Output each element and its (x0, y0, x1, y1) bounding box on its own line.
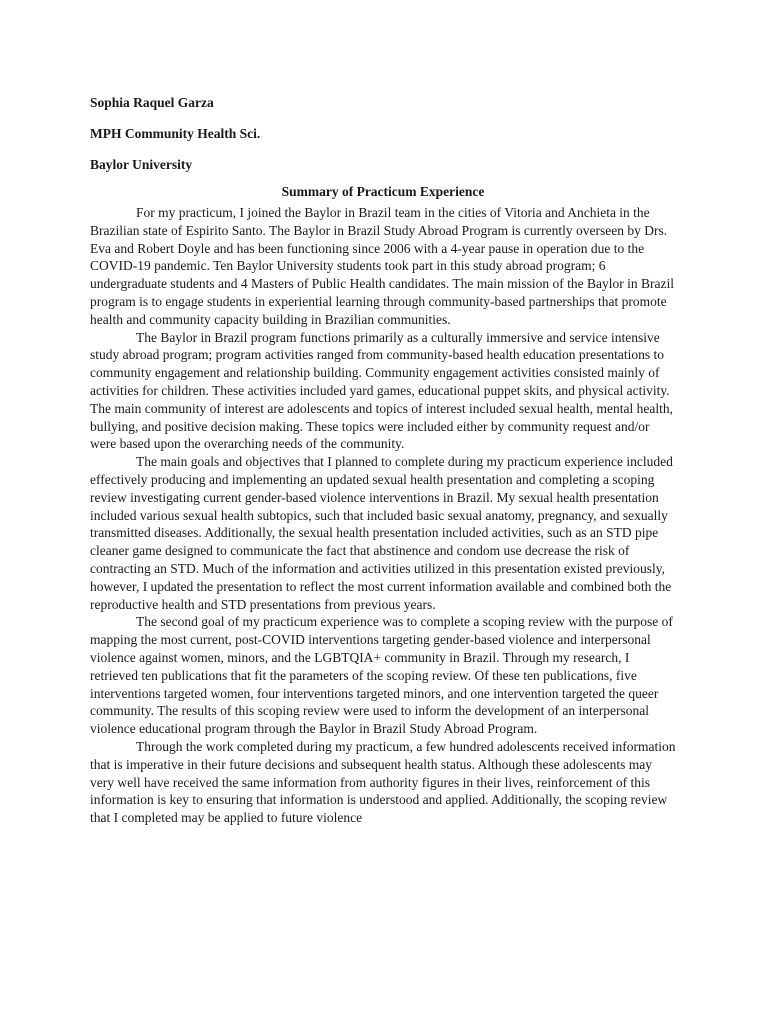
paragraph: The main goals and objectives that I planned to complete during my practicum experience included effectively producing and implementing an updated sexual health presentation and completing a scoping review investigating current gender-based violence interventions in Brazil. My sexual health presentation included various sexual health subtopics, such that included basic sexual anatomy, pregnancy, and sexually transmitted diseases. Additionally, the sexual health presentation included activities, such as an STD pipe cleaner game designed to communicate the fact that abstinence and condom use decrease the risk of contracting an STD. Much of the information and activities utilized in this presentation existed previously, however, I updated the presentation to reflect the most current information available and combined both the reproductive health and STD presentations from previous years. (90, 454, 673, 612)
document-title: Summary of Practicum Experience (281, 184, 485, 199)
institution-name: Baylor University (90, 157, 193, 172)
program-name: MPH Community Health Sci. (90, 126, 261, 141)
document-body (90, 204, 676, 827)
paragraph: The Baylor in Brazil program functions primarily as a culturally immersive and service intensive study abroad program; program activities ranged from community-based health education presentations to community engagement and relationship building. Community engagement activities consisted mainly of activities for children. These activities included yard games, educational puppet skits, and physical activity. The main community of interest are adolescents and topics of interest included sexual health, mental health, bullying, and positive decision making. These topics were included either by community request and/or were based upon the overarching needs of the community. (90, 329, 673, 452)
author-name: Sophia Raquel Garza (90, 95, 214, 110)
paragraph: Through the work completed during my practicum, a few hundred adolescents received information that is imperative in their future decisions and subsequent health status. Although these adolescents may very well have received the same information from authority figures in their lives, reinforcement of this information is key to ensuring that information is understood and applied. Additionally, the scoping review that I completed may be applied to future violence (90, 738, 676, 826)
paragraph: The second goal of my practicum experience was to complete a scoping review with the purpose of mapping the most current, post-COVID interventions targeting gender-based violence and interpersonal violence against women, minors, and the LGBTQIA+ community in Brazil. Through my research, I retrieved ten publications that fit the parameters of the scoping review. Of these ten publications, five interventions targeted women, four interventions targeted minors, and one intervention targeted the queer community. The results of this scoping review were used to inform the development of an interpersonal violence educational program through the Baylor in Brazil Study Abroad Program. (90, 614, 673, 737)
paragraph: For my practicum, I joined the Baylor in Brazil team in the cities of Vitoria and Anchieta in the Brazilian state of Espirito Santo. The Baylor in Brazil Study Abroad Program is currently overseen by Drs. Eva and Robert Doyle and has been functioning since 2006 with a 4-year pause in operation due to the COVID-19 pandemic. Ten Baylor University students took part in this study abroad program; 6 undergraduate students and 4 Masters of Public Health candidates. The main mission of the Baylor in Brazil program is to engage students in experiential learning through community-based partnerships that promote health and community capacity building in Brazilian communities. (90, 205, 674, 327)
